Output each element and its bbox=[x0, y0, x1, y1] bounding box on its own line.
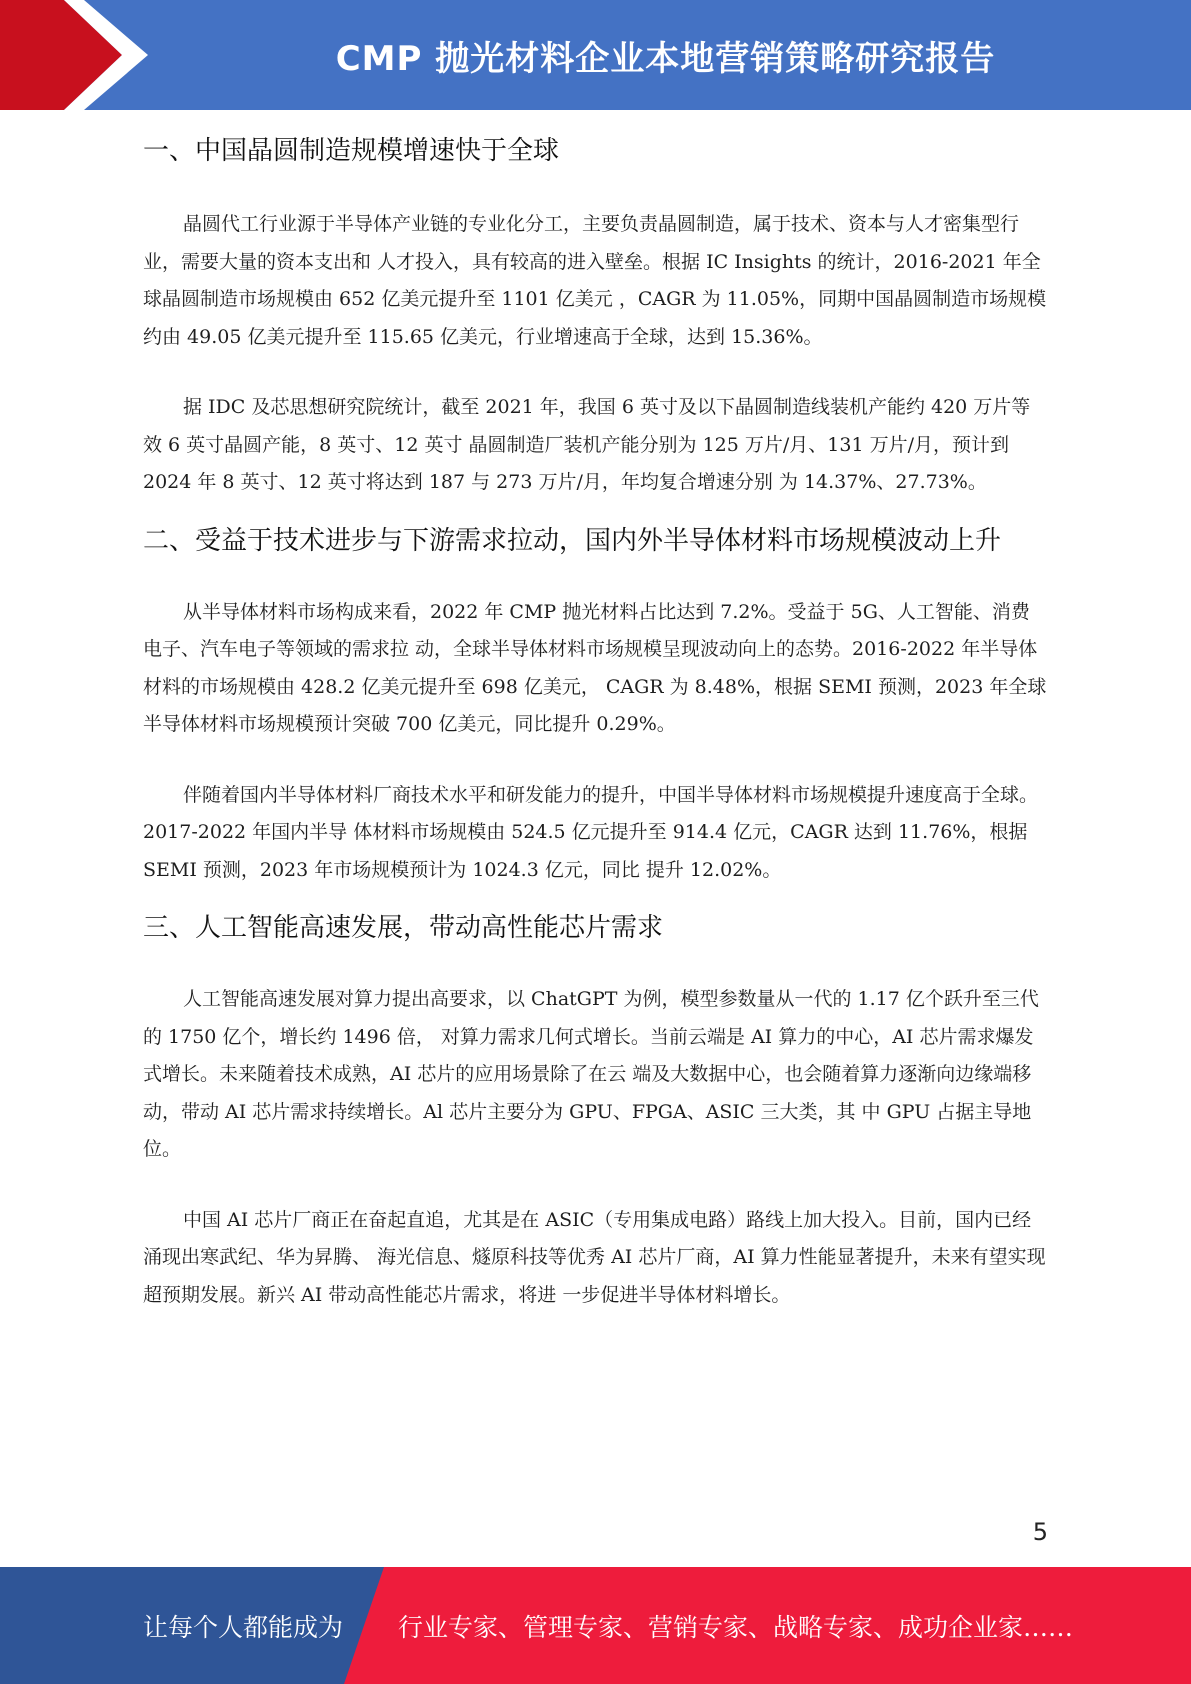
section-2-heading: 二、受益于技术进步与下游需求拉动，国内外半导体材料市场规模波动上升 bbox=[143, 525, 1002, 556]
footer-slogan-right: 行业专家、管理专家、营销专家、战略专家、成功企业家…… bbox=[398, 1612, 1074, 1642]
report-title: CMP 抛光材料企业本地营销策略研究报告 bbox=[335, 38, 996, 79]
document-body bbox=[143, 118, 1048, 1314]
footer-slogan-left: 让每个人都能成为 bbox=[143, 1612, 344, 1642]
section-3-paragraph-2: 中国 AI 芯片厂商正在奋起直追，尤其是在 ASIC（专用集成电路）路线上加大投入。目前，国内已经涌现出寒武纪、华为昇腾、 海光信息、燧原科技等优秀 AI 芯片厂商，AI 算力性能显著提升，未来有望实现超预期发展。新兴 AI 带动高性能芯片需求，将进 一步促进半导体材料增长。 bbox=[143, 1208, 1046, 1306]
section-1-paragraph-1: 晶圆代工行业源于半导体产业链的专业化分工，主要负责晶圆制造，属于技术、资本与人才密集型行业，需要大量的资本支出和 人才投入，具有较高的进入壁垒。根据 IC Insights 的统计，2016-2021 年全球晶圆制造市场规模由 652 亿美元提升至 1101 亿美元 ，CAGR 为 11.05%，同期中国晶圆制造市场规模约由 49.05 亿美元提升至 115.65 亿美元，行业增速高于全球，达到 15.36%。 bbox=[143, 213, 1047, 348]
section-2-paragraph-2: 伴随着国内半导体材料厂商技术水平和研发能力的提升，中国半导体材料市场规模提升速度高于全球。2017-2022 年国内半导 体材料市场规模由 524.5 亿元提升至 914.4 亿元，CAGR 达到 11.76%，根据 SEMI 预测，2023 年市场规模预计为 1024.3 亿元，同比 提升 12.02%。 bbox=[143, 783, 1039, 881]
page-header bbox=[0, 0, 1191, 110]
page-footer bbox=[0, 1567, 1191, 1684]
section-3-heading: 三、人工智能高速发展，带动高性能芯片需求 bbox=[143, 913, 664, 943]
section-3-paragraph-1: 人工智能高速发展对算力提出高要求，以 ChatGPT 为例，模型参数量从一代的 1.17 亿个跃升至三代的 1750 亿个，增长约 1496 倍， 对算力需求几何式增长。当前云端是 AI 算力的中心，AI 芯片需求爆发式增长。未来随着技术成熟，AI 芯片的应用场景除了在云 端及大数据中心，也会随着算力逐渐向边缘端移动，带动 AI 芯片需求持续增长。Al 芯片主要分为 GPU、FPGA、ASIC 三大类，其 中 GPU 占据主导地位。 bbox=[143, 988, 1039, 1160]
section-1-heading: 一、中国晶圆制造规模增速快于全球 bbox=[143, 136, 560, 166]
page-number: 5 bbox=[1032, 1518, 1048, 1546]
section-2-paragraph-1: 从半导体材料市场构成来看，2022 年 CMP 抛光材料占比达到 7.2%。受益于 5G、人工智能、消费电子、汽车电子等领域的需求拉 动，全球半导体材料市场规模呈现波动向上的态势。2016-2022 年半导体材料的市场规模由 428.2 亿美元提升至 698 亿美元， CAGR 为 8.48%，根据 SEMI 预测，2023 年全球半导体材料市场规模预计突破 700 亿美元，同比提升 0.29%。 bbox=[143, 600, 1047, 735]
section-1-paragraph-2: 据 IDC 及芯思想研究院统计，截至 2021 年，我国 6 英寸及以下晶圆制造线装机产能约 420 万片等效 6 英寸晶圆产能，8 英寸、12 英寸 晶圆制造厂装机产能分别为 125 万片/月、131 万片/月，预计到 2024 年 8 英寸、12 英寸将达到 187 与 273 万片/月，年均复合增速分别 为 14.37%、27.73%。 bbox=[143, 396, 1031, 493]
